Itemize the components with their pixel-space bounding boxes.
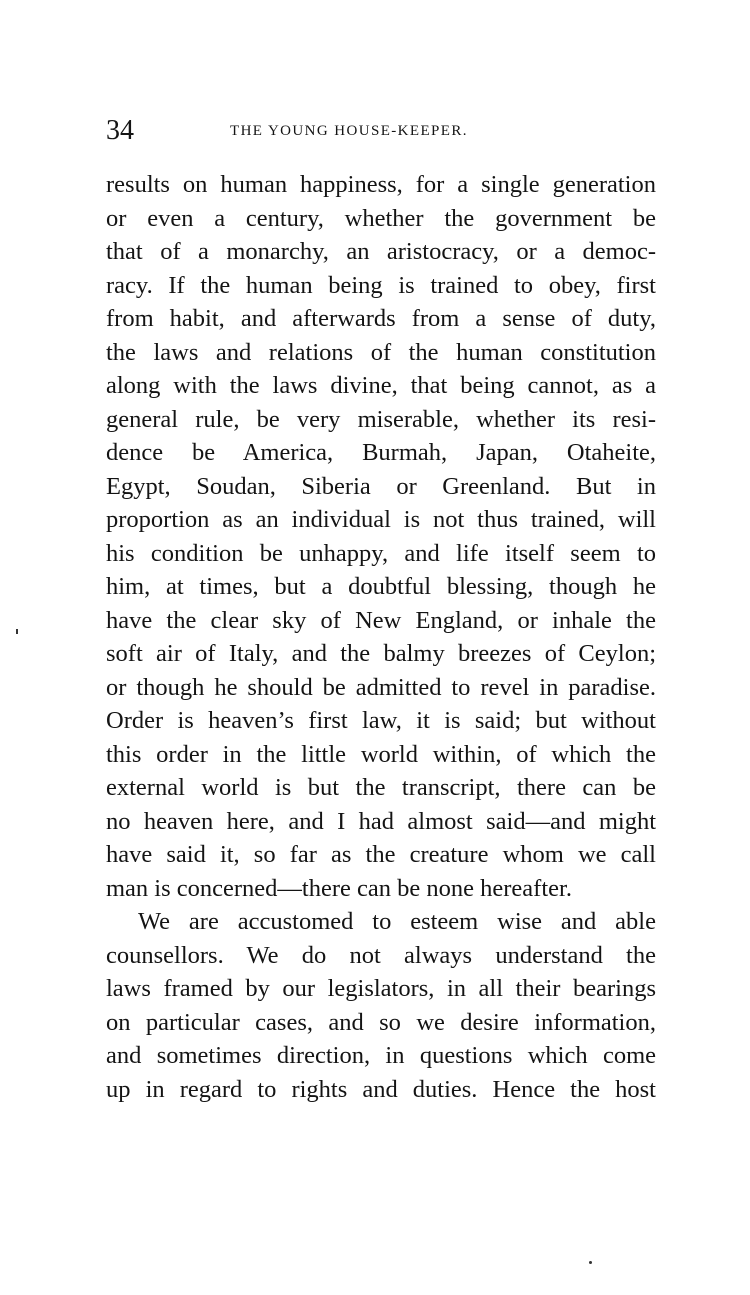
text-line: up in regard to rights and duties. Hence the host	[106, 1075, 656, 1103]
text-line: general rule, be very miserable, whether its resi-	[106, 405, 656, 433]
text-line: his condition be unhappy, and life itself seem to	[106, 539, 656, 567]
text-line: along with the laws divine, that being cannot, as a	[106, 372, 656, 399]
text-line: Egypt, Soudan, Siberia or Greenland. But in	[106, 472, 656, 500]
page-header	[106, 115, 656, 147]
text-line: racy. If the human being is trained to obey, first	[106, 271, 656, 299]
running-head: THE YOUNG HOUSE-KEEPER.	[230, 123, 468, 139]
page-number: 34	[106, 115, 134, 146]
text-line: or though he should be admitted to revel in paradise.	[106, 673, 656, 701]
text-line: that of a monarchy, an aristocracy, or a democ-	[106, 238, 656, 265]
text-line: Order is heaven’s first law, it is said; but without	[106, 707, 656, 734]
text-line: results on human happiness, for a single generation	[106, 171, 656, 198]
text-line: the laws and relations of the human constitution	[106, 338, 656, 366]
text-line: counsellors. We do not always understand the	[106, 941, 656, 969]
text-line: from habit, and afterwards from a sense of duty,	[106, 305, 656, 332]
text-line: man is concerned—there can be none hereafter.	[106, 874, 572, 902]
text-line: have the clear sky of New England, or inhale the	[106, 606, 656, 634]
text-line: We are accustomed to esteem wise and able	[138, 908, 656, 935]
body-text	[106, 168, 656, 1106]
paragraph	[106, 168, 656, 905]
margin-speck	[16, 629, 18, 634]
text-line: external world is but the transcript, there can be	[106, 774, 656, 801]
text-line: and sometimes direction, in questions which come	[106, 1042, 656, 1069]
text-line: proportion as an individual is not thus trained, will	[106, 506, 656, 533]
text-line: laws framed by our legislators, in all their bearings	[106, 975, 656, 1002]
text-line: him, at times, but a doubtful blessing, though he	[106, 573, 656, 600]
text-line: no heaven here, and I had almost said—and might	[106, 807, 656, 835]
text-line: on particular cases, and so we desire information,	[106, 1008, 656, 1036]
page-speck	[589, 1261, 592, 1264]
text-line: this order in the little world within, of which the	[106, 740, 656, 768]
paragraph	[106, 905, 656, 1106]
text-line: dence be America, Burmah, Japan, Otaheite,	[106, 439, 656, 466]
text-line: soft air of Italy, and the balmy breezes of Ceylon;	[106, 640, 656, 667]
text-line: or even a century, whether the government be	[106, 204, 656, 232]
text-line: have said it, so far as the creature whom we call	[106, 841, 656, 868]
